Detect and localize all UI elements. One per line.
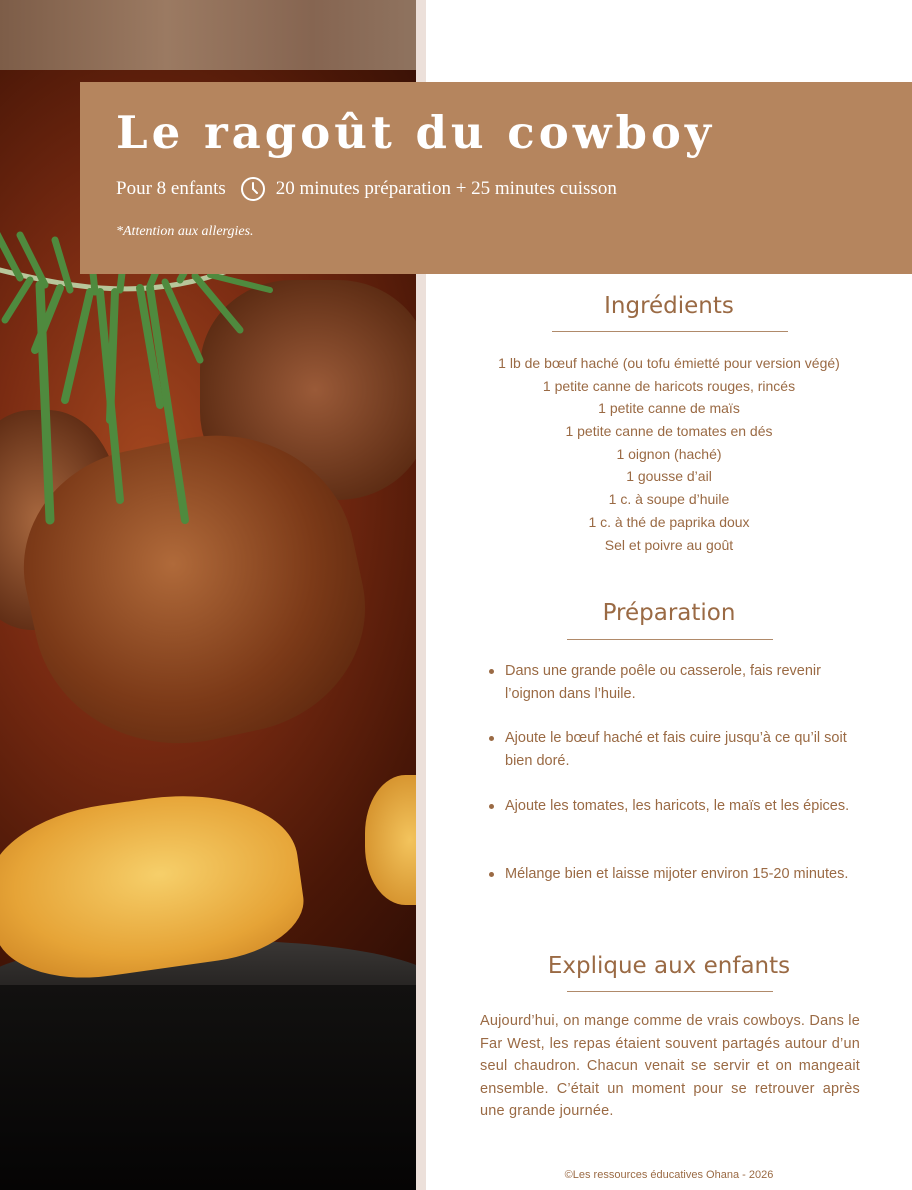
servings: Pour 8 enfants <box>116 178 226 199</box>
rosemary-sprig-icon <box>0 230 300 550</box>
ingredient-item: 1 gousse d’ail <box>626 468 712 485</box>
step-item: Ajoute les tomates, les haricots, le maïs et les épices. <box>487 795 872 863</box>
page-title: Le ragoût du cowboy <box>116 106 716 159</box>
ingredients-list <box>436 352 902 556</box>
preparation-steps <box>487 660 872 886</box>
ingredient-item: 1 oignon (haché) <box>616 445 722 462</box>
preparation-heading: Préparation <box>602 600 736 626</box>
ingredient-item: 1 petite canne de tomates en dés <box>565 423 773 440</box>
ingredient-item: 1 petite canne de maïs <box>598 400 740 417</box>
clock-icon <box>240 176 266 202</box>
ingredient-item: 1 lb de bœuf haché (ou tofu émietté pour version végé) <box>498 355 840 371</box>
cooking-time: 20 minutes préparation + 25 minutes cuisson <box>275 178 617 199</box>
explain-heading: Explique aux enfants <box>547 953 791 979</box>
ingredient-item: 1 c. à soupe d’huile <box>608 491 730 508</box>
pot-body <box>0 985 416 1190</box>
explain-underline <box>567 991 773 992</box>
step-item: Dans une grande poêle ou casserole, fais revenir l’oignon dans l’huile. <box>487 660 872 727</box>
ingredient-item: 1 c. à thé de paprika doux <box>588 513 750 530</box>
title-band <box>80 82 912 274</box>
preparation-underline <box>567 639 773 640</box>
ingredients-heading: Ingrédients <box>604 293 734 319</box>
ingredients-underline <box>552 331 788 332</box>
ingredient-item: Sel et poivre au goût <box>604 536 734 553</box>
step-item: Ajoute le bœuf haché et fais cuire jusqu’à ce qu’il soit bien doré. <box>487 727 872 795</box>
ingredient-item: 1 petite canne de haricots rouges, rincés <box>542 377 796 394</box>
copyright-footer: ©Les ressources éducatives Ohana - 2026 <box>564 1169 774 1181</box>
step-item: Mélange bien et laisse mijoter environ 15-20 minutes. <box>487 863 872 886</box>
explain-text: Aujourd’hui, on mange comme de vrais cowboys. Dans le Far West, les repas étaient souvent partagés autour d’un seul chaudron. Chacun venait se servir et on mangeait ensemble. C’était un moment pour se retrouver après une grande journée. <box>480 1013 860 1120</box>
allergy-note: *Attention aux allergies. <box>116 224 254 239</box>
recipe-meta <box>116 176 617 202</box>
